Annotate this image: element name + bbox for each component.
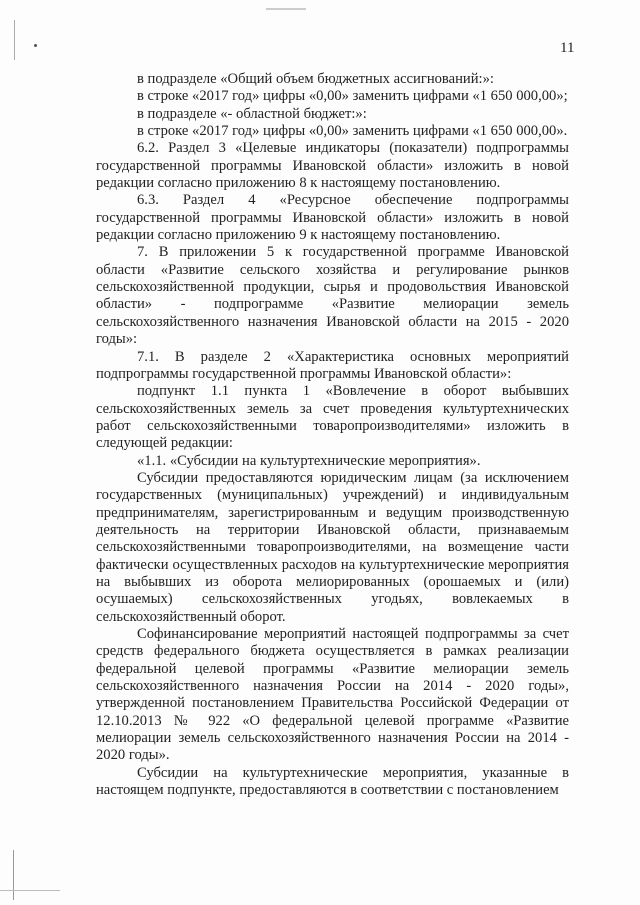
paragraph: 7.1. В разделе 2 «Характеристика основных мероприятий подпрограммы государственной программы Ивановской области»:: [96, 348, 569, 382]
scan-artifact: [13, 850, 14, 900]
scan-artifact: [266, 8, 306, 10]
paragraph: в подразделе «Общий объем бюджетных ассигнований:»:: [137, 71, 494, 87]
paragraph: подпункт 1.1 пункта 1 «Вовлечение в оборот выбывших сельскохозяйственных земель за счет проведения культуртехнических работ сельскохозяйственными товаропроизводителями» изложить в следующей редакции:: [96, 383, 569, 452]
document-body: [96, 71, 569, 799]
paragraph: 6.2. Раздел 3 «Целевые индикаторы (показатели) подпрограммы государственной программы Ивановской области» изложить в новой редакции согласно приложению 8 к настоящему постановлению.: [96, 140, 569, 192]
paragraph: «1.1. «Субсидии на культуртехнические мероприятия».: [137, 452, 481, 469]
scan-artifact: [34, 44, 37, 47]
paragraph: в строке «2017 год» цифры «0,00» заменить цифрами «1 650 000,00»;: [137, 88, 568, 105]
paragraph: Софинансирование мероприятий настоящей подпрограммы за счет средств федерального бюджета осуществляется в рамках реализации федеральной целевой программы «Развитие мелиорации земель сельскохозяйственного назначения России на 2014 - 2020 годы», утвержденной постановлением Правительства Российской Федерации от 12.10.2013 № 922 «О федеральной целевой программе «Развитие мелиорации земель сельскохозяйственного назначения России на 2014 - 2020 годы».: [96, 626, 569, 764]
paragraph: 6.3. Раздел 4 «Ресурсное обеспечение подпрограммы государственной программы Ивановской области» изложить в новой редакции согласно приложению 9 к настоящему постановлению.: [96, 192, 569, 244]
paragraph: 7. В приложении 5 к государственной программе Ивановской области «Развитие сельского хозяйства и регулирование рынков сельскохозяйственной продукции, сырья и продовольствия Ивановской области» - подпрограмме «Развитие мелиорации земель сельскохозяйственного назначения Ивановской области на 2015 - 2020 годы»:: [96, 244, 569, 348]
scan-artifact: [14, 20, 15, 60]
paragraph: Субсидии на культуртехнические мероприятия, указанные в настоящем подпункте, предоставляются в соответствии с постановлением: [96, 764, 569, 799]
scan-artifact: [0, 890, 60, 891]
page-number: 11: [560, 40, 575, 56]
paragraph: в строке «2017 год» цифры «0,00» заменить цифрами «1 650 000,00».: [137, 123, 568, 140]
paragraph: Субсидии предоставляются юридическим лицам (за исключением государственных (муниципальных) учреждений) и индивидуальным предпринимателям, зарегистрированным и ведущим производственную деятельность на территории Ивановской области, признаваемым сельскохозяйственными товаропроизводителями, на возмещение части фактически осуществленных расходов на культуртехнические мероприятия на выбывших из оборота мелиорированных (орошаемых и (или) осушаемых) сельскохозяйственных угодьях, вовлекаемых в сельскохозяйственный оборот.: [96, 469, 569, 625]
paragraph: в подразделе «- областной бюджет:»:: [137, 105, 367, 122]
